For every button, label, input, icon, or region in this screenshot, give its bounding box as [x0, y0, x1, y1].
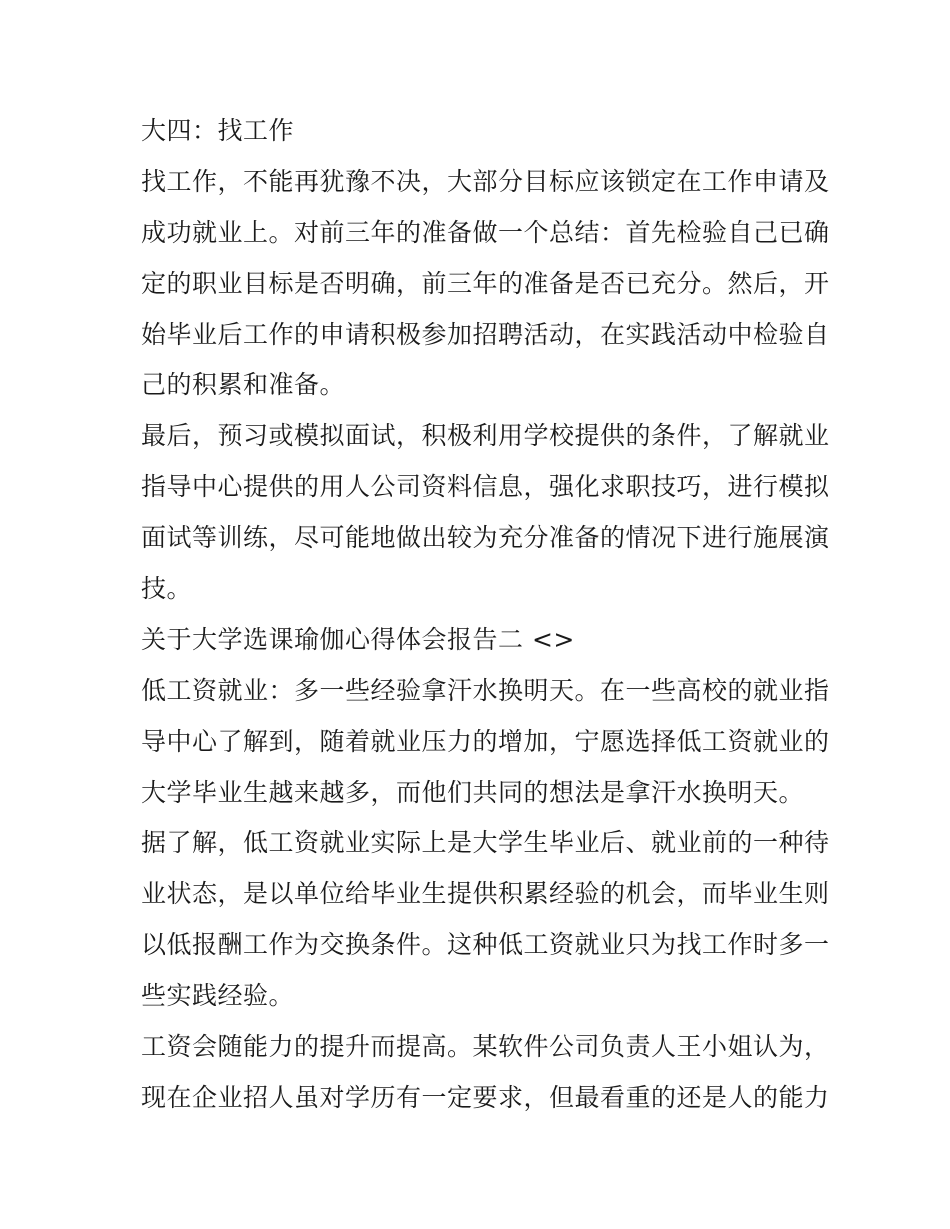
- paragraph-line: 低工资就业：多一些经验拿汗水换明天。在一些高校的就业指: [141, 675, 830, 705]
- paragraph-line: 定的职业目标是否明确，前三年的准备是否已充分。然后，开: [141, 268, 830, 298]
- paragraph-line: 找工作，不能再犹豫不决，大部分目标应该锁定在工作申请及: [141, 166, 830, 196]
- paragraph-line: 据了解，低工资就业实际上是大学生毕业后、就业前的一种待: [141, 828, 830, 858]
- paragraph-line: 面试等训练，尽可能地做出较为充分准备的情况下进行施展演: [141, 523, 830, 553]
- paragraph-line: 以低报酬工作为交换条件。这种低工资就业只为找工作时多一: [141, 930, 830, 960]
- section-heading: 大四：找工作: [141, 116, 295, 145]
- paragraph-line: 指导中心提供的用人公司资料信息，强化求职技巧，进行模拟: [141, 472, 830, 502]
- paragraph-line: 导中心了解到，随着就业压力的增加，宁愿选择低工资就业的: [141, 726, 830, 756]
- paragraph-line: 始毕业后工作的申请积极参加招聘活动，在实践活动中检验自: [141, 319, 830, 349]
- document-body: [141, 106, 830, 1124]
- section-heading: 关于大学选课瑜伽心得体会报告二 <>: [141, 624, 575, 654]
- paragraph-line: 成功就业上。对前三年的准备做一个总结：首先检验自己已确: [141, 217, 830, 247]
- paragraph-line: 技。: [141, 574, 193, 604]
- paragraph-line: 现在企业招人虽对学历有一定要求，但最看重的还是人的能力: [141, 1082, 830, 1112]
- paragraph-line: 大学毕业生越来越多，而他们共同的想法是拿汗水换明天。: [141, 777, 805, 807]
- paragraph-line: 己的积累和准备。: [141, 370, 346, 400]
- paragraph-line: 些实践经验。: [141, 981, 295, 1011]
- paragraph-line: 工资会随能力的提升而提高。某软件公司负责人王小姐认为，: [141, 1032, 830, 1062]
- paragraph-line: 最后，预习或模拟面试，积极利用学校提供的条件，了解就业: [141, 421, 830, 451]
- paragraph-line: 业状态，是以单位给毕业生提供积累经验的机会，而毕业生则: [141, 879, 830, 909]
